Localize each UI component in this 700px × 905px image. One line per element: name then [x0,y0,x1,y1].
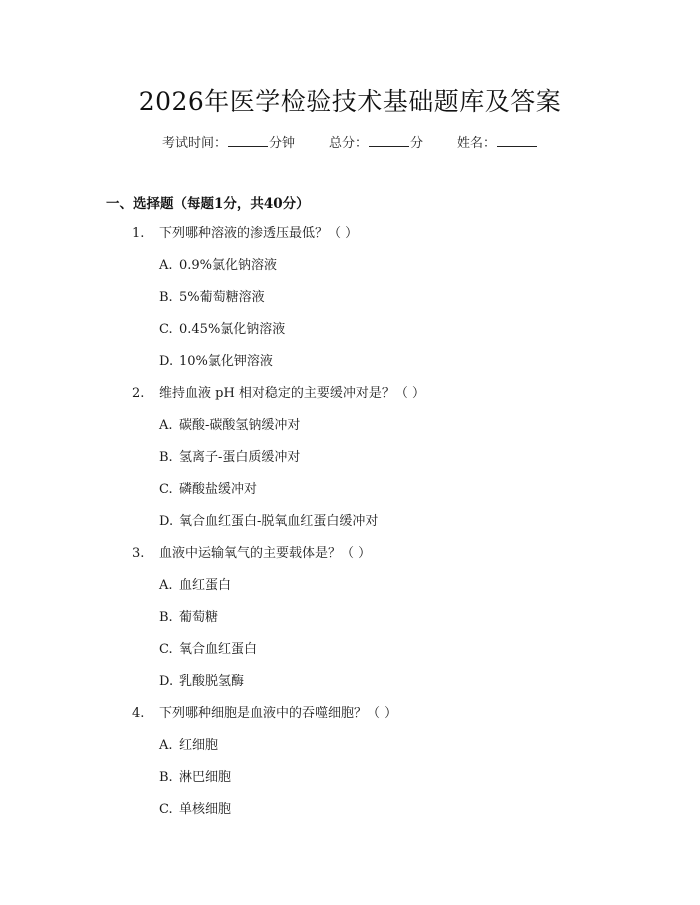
option-letter: B. [159,450,173,465]
exam-time-unit: 分钟 [268,136,295,151]
option-letter: D. [159,354,174,369]
total-score-field [329,132,423,151]
option-text: 乳酸脱氢酶 [179,674,245,689]
question-4-option-a [159,734,218,753]
option-text: 淋巴细胞 [179,770,232,785]
option-text: 碳酸-碳酸氢钠缓冲对 [179,418,301,433]
question-number: 4. [132,706,145,721]
question-3-option-a [159,574,231,593]
option-letter: A. [159,258,173,273]
option-letter: A. [159,578,173,593]
question-4 [132,702,397,721]
name-label: 姓名： [457,136,497,151]
option-letter: B. [159,610,173,625]
question-3-option-d [159,670,244,689]
question-3-option-b [159,606,218,625]
page-title: 2026年医学检验技术基础题库及答案 [138,87,562,116]
option-text: 单核细胞 [179,802,232,817]
question-number: 2. [132,386,145,401]
option-letter: B. [159,770,173,785]
question-number: 3. [132,546,145,561]
option-text: 磷酸盐缓冲对 [179,482,258,497]
option-text: 氢离子-蛋白质缓冲对 [179,450,301,465]
option-text: 血红蛋白 [179,578,232,593]
total-score-unit: 分 [410,136,424,151]
option-letter: C. [159,482,173,497]
option-text: 0.45%氯化钠溶液 [179,322,286,337]
question-2-option-c [159,478,257,497]
option-letter: D. [159,674,174,689]
option-text: 红细胞 [179,738,219,753]
option-letter: B. [159,290,173,305]
option-text: 葡萄糖 [179,610,219,625]
question-text: 血液中运输氧气的主要载体是？（ ） [159,546,372,561]
option-letter: C. [159,642,173,657]
exam-time-blank [228,134,268,147]
question-2-option-d [159,510,378,529]
option-text: 0.9%氯化钠溶液 [179,258,278,273]
option-letter: C. [159,802,173,817]
option-letter: A. [159,418,173,433]
exam-meta-row [0,132,700,151]
option-text: 10%氯化钾溶液 [179,354,273,369]
total-score-label: 总分： [328,136,368,151]
question-1-option-a [159,254,277,273]
total-score-blank [369,134,409,147]
question-1-option-d [159,350,273,369]
option-text: 氧合血红蛋白 [179,642,258,657]
question-3-option-c [159,638,257,657]
question-1-option-b [159,286,265,305]
question-4-option-c [159,798,231,817]
question-4-option-b [159,766,231,785]
option-letter: D. [159,514,174,529]
question-text: 下列哪种溶液的渗透压最低？（ ） [159,226,359,241]
question-1-option-c [159,318,285,337]
question-text: 维持血液 pH 相对稳定的主要缓冲对是？（ ） [159,386,426,401]
option-letter: A. [159,738,173,753]
question-2-option-b [159,446,300,465]
question-text: 下列哪种细胞是血液中的吞噬细胞？（ ） [159,706,398,721]
option-text: 5%葡萄糖溶液 [179,290,265,305]
question-3 [132,542,371,561]
option-text: 氧合血红蛋白-脱氧血红蛋白缓冲对 [179,514,379,529]
exam-time-field [162,132,295,151]
question-2 [132,382,425,401]
question-number: 1. [132,226,145,241]
name-blank [497,134,537,147]
section-heading: 一、选择题（每题1分，共40分） [106,196,310,212]
question-2-option-a [159,414,300,433]
name-field [457,132,538,151]
question-1 [132,222,358,241]
exam-time-label: 考试时间： [161,136,227,151]
option-letter: C. [159,322,173,337]
